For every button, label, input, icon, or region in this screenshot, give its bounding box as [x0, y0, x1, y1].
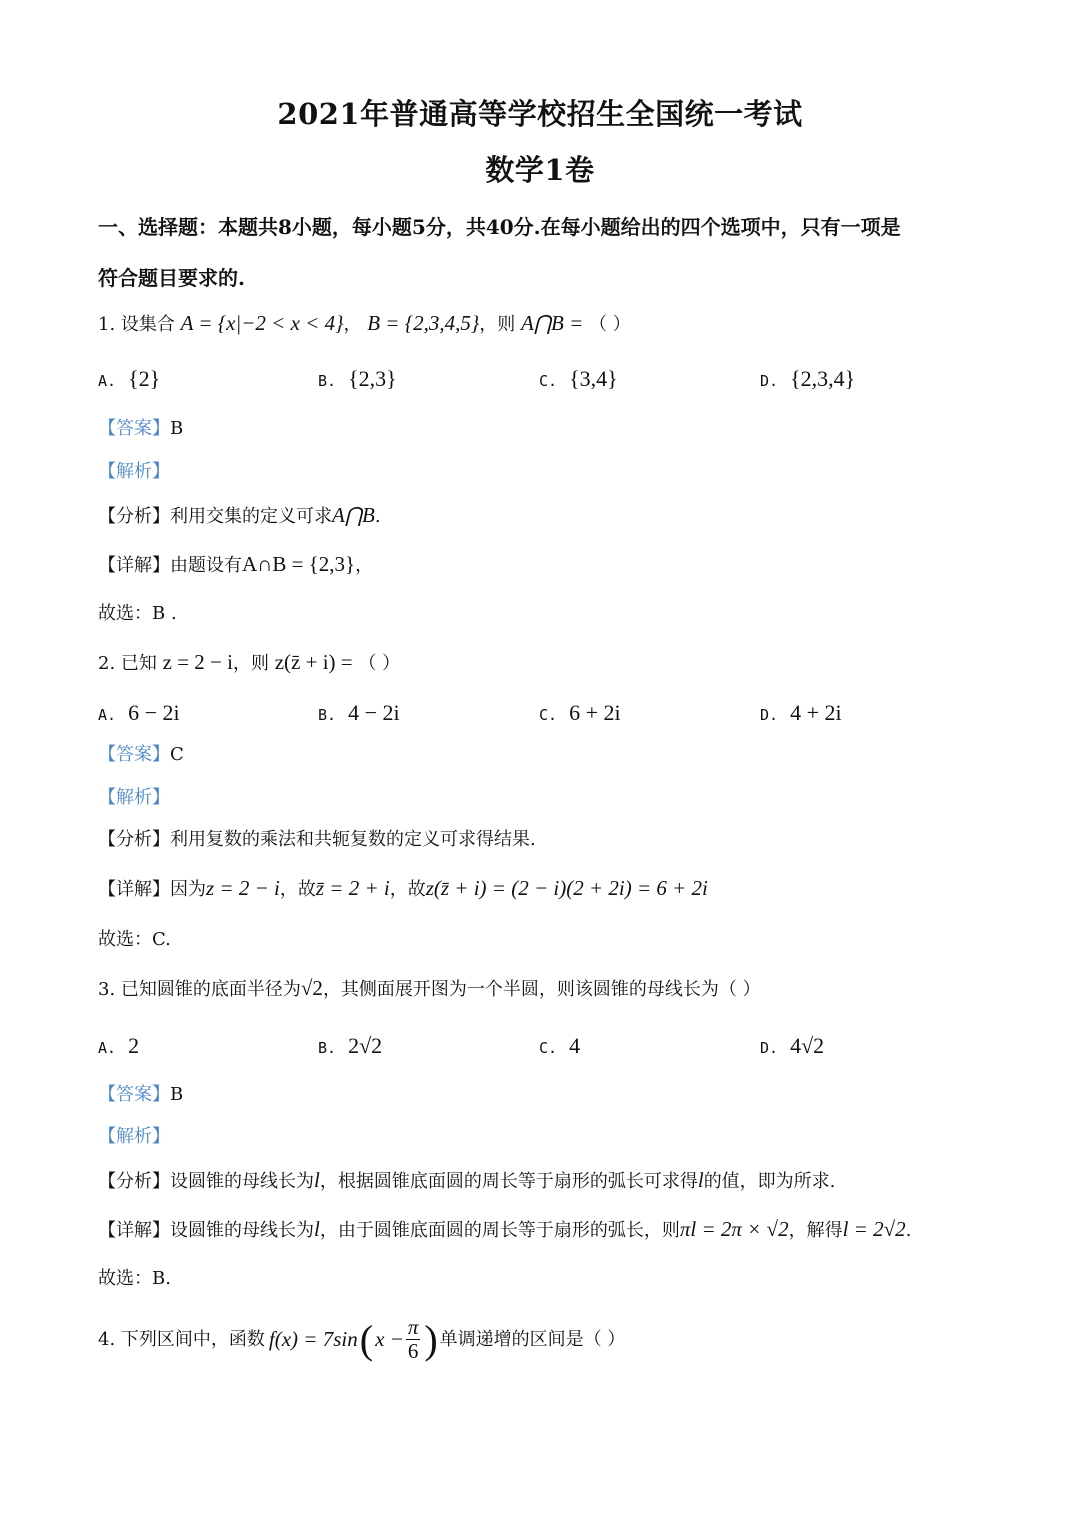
fenxi-text: 利用交集的定义可求	[170, 506, 332, 527]
xiangjie-math: z̄ = 2 + i	[315, 876, 390, 900]
option-letter: A.	[98, 706, 117, 724]
xiangjie-text: ，故	[279, 879, 316, 900]
q1-comma: ，	[343, 314, 362, 335]
question-3-stem	[98, 976, 761, 1001]
answer-label: 【答案】	[98, 1084, 170, 1105]
option-letter: A.	[98, 1039, 117, 1057]
q1-fenxi	[98, 503, 381, 528]
option-value: 2	[128, 1033, 140, 1058]
xiangjie-text: ，由于圆锥底面圆的周长等于扇形的弧长，则	[319, 1220, 680, 1241]
xiangjie-text: 由题设有	[170, 555, 242, 576]
section-heading-line2: 符合题目要求的.	[98, 266, 245, 290]
q3-option-a	[98, 1033, 139, 1059]
q1-intersection: A⋂B =	[521, 311, 584, 335]
q2-z-def: z = 2 − i	[162, 650, 233, 674]
q3-answer	[98, 1084, 183, 1106]
option-value: 4√2	[790, 1033, 825, 1058]
fenxi-label: 【分析】	[98, 829, 170, 850]
q1-stem-text: 1. 设集合	[98, 314, 175, 335]
option-value: 6 + 2i	[569, 700, 621, 725]
q1-set-a: A = {x|−2 < x < 4}	[180, 311, 344, 335]
xiangjie-end: .	[905, 1220, 912, 1241]
section-heading-line1: 一、选择题：本题共8小题，每小题5分，共40分.在每小题给出的四个选项中，只有一项是	[98, 215, 901, 239]
xiangjie-math: l	[314, 1217, 320, 1241]
q2-then: ，则	[232, 653, 269, 674]
option-letter: A.	[98, 372, 117, 390]
q1-xiangjie	[98, 552, 373, 577]
xiangjie-label: 【详解】	[98, 555, 170, 576]
xiangjie-math: z = 2 − i	[206, 876, 280, 900]
fenxi-math: A⋂B	[332, 503, 375, 527]
fenxi-math: l	[697, 1168, 704, 1192]
question-2-stem	[98, 650, 400, 675]
xiangjie-text: 因为	[170, 879, 206, 900]
question-4-stem	[98, 1316, 625, 1363]
fenxi-text: 的值，即为所求.	[703, 1171, 836, 1192]
option-value: {2}	[128, 366, 161, 391]
option-value: {2,3,4}	[790, 366, 856, 391]
fenxi-math: l	[314, 1168, 320, 1192]
q4-fraction	[406, 1316, 421, 1363]
option-letter: D.	[760, 1039, 779, 1057]
option-letter: C.	[539, 372, 558, 390]
answer-value: B	[170, 1084, 184, 1105]
option-letter: C.	[539, 1039, 558, 1057]
option-value: 4 − 2i	[348, 700, 400, 725]
q4-stem-text2: 单调递增的区间是（ ）	[439, 1328, 626, 1350]
option-value: {2,3}	[348, 366, 397, 391]
q1-option-d	[760, 366, 855, 392]
q3-stem-text2: ，其侧面展开图为一个半圆，则该圆锥的母线长为（ ）	[322, 979, 761, 1000]
xiangjie-text: 设圆锥的母线长为	[170, 1220, 314, 1241]
xiangjie-text: ，解得	[788, 1220, 843, 1241]
q1-option-c	[539, 366, 618, 392]
q2-option-a	[98, 700, 180, 726]
answer-value: B	[170, 418, 184, 439]
q1-option-a	[98, 366, 160, 392]
answer-value: C	[170, 744, 184, 765]
xiangjie-end: ，	[355, 555, 374, 576]
q2-option-c	[539, 700, 621, 726]
q4-paren-close: )	[424, 1316, 438, 1362]
q1-blank: （ ）	[589, 314, 631, 335]
xiangjie-math: πl = 2π × √2	[679, 1217, 789, 1241]
answer-label: 【答案】	[98, 744, 170, 765]
fenxi-end: .	[374, 506, 381, 527]
option-value: 4	[569, 1033, 581, 1058]
option-value: {3,4}	[569, 366, 618, 391]
q3-option-b	[318, 1033, 382, 1059]
q2-jiexi-label: 【解析】	[98, 787, 170, 808]
q1-option-b	[318, 366, 397, 392]
q2-blank: （ ）	[358, 653, 401, 674]
fenxi-text: 设圆锥的母线长为	[170, 1171, 314, 1192]
page-title: 2021年普通高等学校招生全国统一考试	[277, 97, 803, 131]
fenxi-label: 【分析】	[98, 1171, 170, 1192]
q4-function: f(x) = 7sin	[268, 1327, 358, 1351]
q2-expression: z(z̄ + i) =	[274, 650, 353, 674]
q2-fenxi	[98, 829, 536, 851]
option-letter: B.	[318, 1039, 337, 1057]
xiangjie-math: z(z̄ + i) = (2 − i)(2 + 2i) = 6 + 2i	[425, 876, 708, 900]
fenxi-label: 【分析】	[98, 506, 170, 527]
q4-fraction-denominator: 6	[407, 1339, 419, 1364]
q4-fraction-numerator: π	[407, 1315, 419, 1339]
q2-option-b	[318, 700, 400, 726]
answer-label: 【答案】	[98, 418, 170, 439]
q1-answer	[98, 418, 183, 440]
option-value: 4 + 2i	[790, 700, 842, 725]
q1-jiexi-label: 【解析】	[98, 461, 170, 482]
option-value: 6 − 2i	[128, 700, 180, 725]
option-letter: B.	[318, 372, 337, 390]
q2-guxuan: 故选：C.	[98, 929, 171, 950]
fenxi-text: ，根据圆锥底面圆的周长等于扇形的弧长可求得	[319, 1171, 698, 1192]
q3-guxuan: 故选：B.	[98, 1268, 171, 1289]
q3-option-d	[760, 1033, 824, 1059]
q1-guxuan: 故选：B .	[98, 603, 177, 624]
q1-then: ，则	[479, 314, 516, 335]
q4-stem-text: 4. 下列区间中，函数	[98, 1328, 265, 1350]
q2-option-d	[760, 700, 842, 726]
option-value: 2√2	[348, 1033, 383, 1058]
xiangjie-math: A∩B = {2,3}	[242, 552, 356, 576]
q3-jiexi-label: 【解析】	[98, 1126, 170, 1147]
xiangjie-label: 【详解】	[98, 879, 170, 900]
question-1-stem	[98, 311, 631, 336]
fenxi-text: 利用复数的乘法和共轭复数的定义可求得结果.	[170, 829, 536, 850]
q2-answer	[98, 744, 184, 766]
q1-set-b: B = {2,3,4,5}	[367, 311, 480, 335]
q2-xiangjie	[98, 876, 708, 901]
q2-stem-text: 2. 已知	[98, 653, 157, 674]
xiangjie-text: ，故	[389, 879, 426, 900]
q3-fenxi	[98, 1168, 835, 1193]
q3-xiangjie	[98, 1217, 911, 1242]
option-letter: D.	[760, 372, 779, 390]
q3-option-c	[539, 1033, 580, 1059]
xiangjie-math: l = 2√2	[842, 1217, 906, 1241]
q3-stem-text: 3. 已知圆锥的底面半径为	[98, 979, 301, 1000]
option-letter: C.	[539, 706, 558, 724]
option-letter: B.	[318, 706, 337, 724]
q4-paren-open: (	[359, 1316, 374, 1362]
q3-radius: √2	[300, 976, 323, 1000]
page-subtitle: 数学1卷	[485, 153, 595, 187]
xiangjie-label: 【详解】	[98, 1220, 170, 1241]
q4-x-minus: x −	[375, 1327, 404, 1351]
option-letter: D.	[760, 706, 779, 724]
